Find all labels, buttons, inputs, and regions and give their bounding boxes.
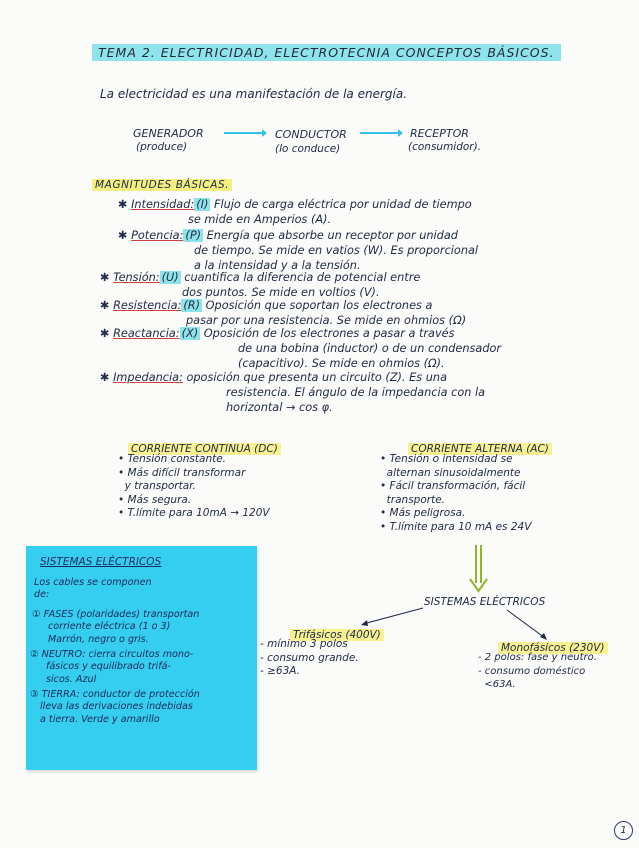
- bullet-icon: ✱: [118, 198, 132, 211]
- flow-arrow-icon: [358, 128, 404, 138]
- generador-label: GENERADOR: [133, 127, 204, 140]
- trifasicos-list: [260, 638, 359, 679]
- bullet-icon: ✱: [118, 229, 132, 242]
- list-item: alternan sinusoidalmente: [380, 466, 521, 479]
- receptor-label: RECEPTOR: [410, 127, 469, 140]
- bullet-icon: ✱: [100, 371, 114, 384]
- magnitud-intensidad: ✱ Intensidad: (I) Flujo de carga eléctrica por unidad de tiempo se mide en Amperios (A).: [118, 198, 472, 226]
- monofasicos-list: [478, 651, 597, 692]
- receptor-sub: (consumidor).: [408, 141, 482, 153]
- list-item: • Más segura.: [118, 493, 192, 506]
- sticky-item-neutro: ② NEUTRO: cierra circuitos mono- fásicos y equilibrado trifá- sicos. Azul: [30, 649, 194, 685]
- sticky-item-tierra: ③ TIERRA: conductor de protección lleva las derivaciones indebidas a tierra. Verde y amarillo: [30, 689, 200, 725]
- trifasicos-title: Trifásicos (400V): [290, 623, 384, 643]
- magnitudes-heading: MAGNITUDES BÁSICAS.: [92, 173, 232, 192]
- conductor-sub: (lo conduce): [275, 143, 341, 155]
- bullet-icon: ✱: [100, 271, 114, 284]
- list-item: • T.límite para 10mA → 120V: [118, 507, 270, 519]
- sticky-note: [26, 546, 257, 770]
- bullet-icon: ✱: [100, 327, 114, 340]
- magnitud-impedancia: ✱ Impedancia: oposición que presenta un circuito (Z). Es una resistencia. El ángulo de la impedancia con la horizontal → cos φ.: [100, 371, 486, 414]
- list-item: y transportar.: [118, 480, 196, 492]
- generador-sub: (produce): [136, 141, 188, 153]
- page-title: TEMA 2. ELECTRICIDAD, ELECTROTECNIA CONCEPTOS BÁSICOS.: [92, 42, 561, 61]
- list-item: - ≥63A.: [260, 665, 301, 677]
- continua-heading: CORRIENTE CONTINUA (DC): [128, 437, 281, 457]
- alterna-list: [380, 453, 531, 534]
- sticky-item-fases: ① FASES (polaridades) transportan corriente eléctrica (1 o 3) Marrón, negro o gris.: [32, 609, 200, 645]
- alterna-heading: CORRIENTE ALTERNA (AC): [408, 437, 552, 457]
- list-item: • Más difícil transformar: [118, 466, 246, 479]
- magnitud-resistencia: ✱ Resistencia: (R) Oposición que soportan los electrones a pasar por una resistencia. Se mide en ohmios (Ω): [100, 299, 467, 327]
- conductor-label: CONDUCTOR: [275, 128, 347, 141]
- sticky-intro: Los cables se componen de:: [34, 577, 152, 601]
- down-arrow-icon: [467, 543, 491, 593]
- sistemas-heading: SISTEMAS ELÉCTRICOS: [424, 596, 546, 608]
- list-item: - consumo doméstico: [478, 665, 586, 677]
- sticky-heading: SISTEMAS ELÉCTRICOS: [40, 556, 162, 568]
- list-item: • Tensión o intensidad se: [380, 453, 513, 465]
- intro-text: La electricidad es una manifestación de la energía.: [100, 87, 408, 101]
- list-item: <63A.: [478, 679, 516, 690]
- magnitud-potencia: ✱ Potencia: (P) Energía que absorbe un receptor por unidad de tiempo. Se mide en vatios (W). Es proporcional a la intensidad y a la tensión.: [118, 229, 479, 272]
- magnitud-reactancia: ✱ Reactancia: (X) Oposición de los electrones a pasar a través de una bobina (inductor) o de un condensador (capacitivo). Se mide en ohmios (Ω).: [100, 327, 502, 370]
- list-item: • T.límite para 10 mA es 24V: [380, 520, 532, 533]
- list-item: transporte.: [380, 493, 445, 506]
- list-item: • Tensión constante.: [118, 453, 227, 465]
- continua-list: [118, 453, 270, 521]
- flow-arrow-icon: [222, 128, 268, 138]
- list-item: - 2 polos: fase y neutro.: [478, 652, 597, 663]
- monofasicos-title: Monofásicos (230V): [498, 636, 608, 656]
- list-item: • Fácil transformación, fácil: [380, 480, 526, 492]
- list-item: - consumo grande.: [260, 651, 359, 664]
- bullet-icon: ✱: [100, 299, 114, 312]
- list-item: - mínimo 3 polos: [260, 638, 348, 650]
- list-item: • Más peligrosa.: [380, 507, 466, 519]
- page-number: 1: [614, 821, 633, 840]
- magnitud-tension: ✱ Tensión: (U) cuantifica la diferencia de potencial entre dos puntos. Se mide en voltios (V).: [100, 271, 421, 299]
